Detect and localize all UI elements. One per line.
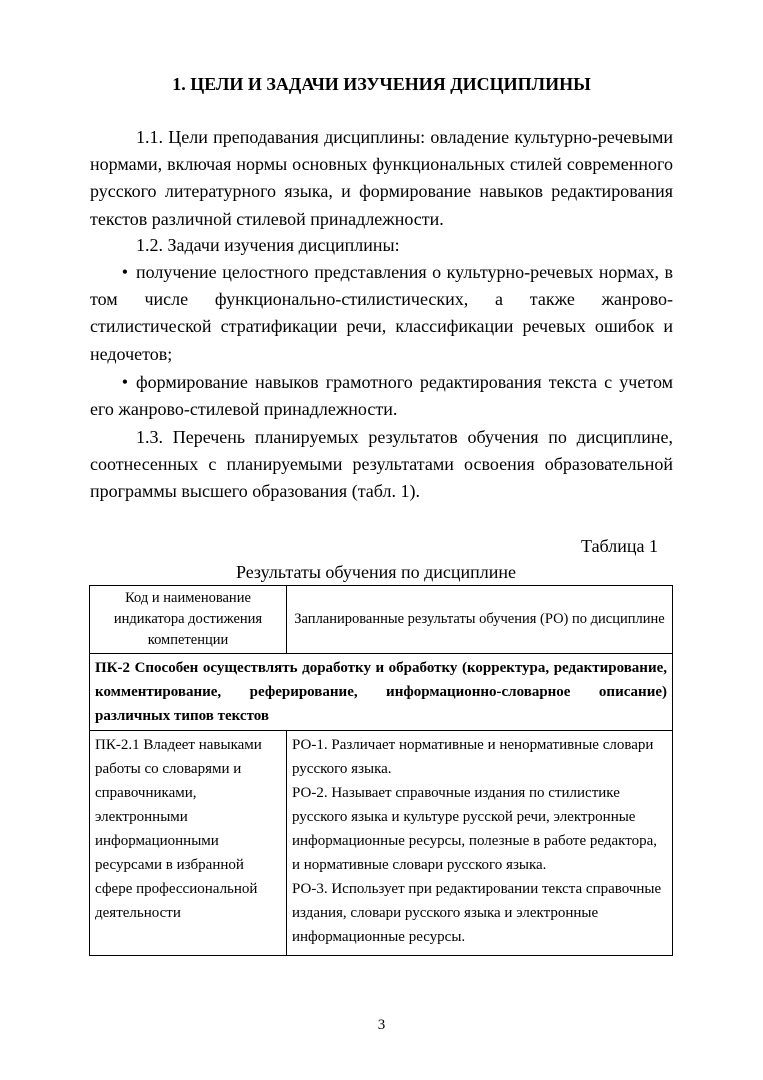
tasks-text: 1.2. Задачи изучения дисциплины:: [136, 235, 400, 255]
outcome-ro1: РО-1. Различает нормативные и ненормативные словари русского языка.: [292, 737, 654, 777]
table-header-row: [90, 586, 673, 654]
page-number: 3: [377, 1017, 386, 1033]
results-text: 1.3. Перечень планируемых результатов обучения по дисциплине, соотнесенных с планируемыми результатами освоения образовательной программы высшего образования (табл. 1).: [90, 427, 673, 502]
outcome-ro3: РО-3. Использует при редактировании текста справочные издания, словари русского языка и электронные информационные ресурсы.: [292, 881, 662, 945]
header-indicator: Код и наименование индикатора достижения компетенции: [90, 586, 287, 654]
bullet-item: [90, 369, 673, 423]
results-table: [89, 585, 673, 956]
outcomes-cell: [287, 731, 673, 956]
table-caption: Таблица 1: [581, 536, 658, 556]
header-outcomes: Запланированные результаты обучения (РО) по дисциплине: [287, 586, 673, 654]
bullet-text: формирование навыков грамотного редактирования текста с учетом его жанрово-стилевой принадлежности.: [90, 372, 673, 420]
competence-row: [90, 654, 673, 731]
bullet-item: [90, 259, 673, 368]
goals-text: 1.1. Цели преподавания дисциплины: овладение культурно-речевыми нормами, включая нормы основных функциональных стилей современного русского литературного языка, и формирование навыков редактирования текстов различной стилевой принадлежности.: [90, 127, 673, 229]
paragraph-results: [90, 424, 673, 506]
table-title: Результаты обучения по дисциплине: [235, 562, 517, 582]
bullet-glyph: •: [121, 372, 128, 392]
paragraph-tasks: [90, 232, 673, 259]
paragraph-goals: [90, 124, 673, 233]
competence-cell: ПК-2 Способен осуществлять доработку и обработку (корректура, редактирование, комментирование, реферирование, информационно-словарное описание) различных типов текстов: [90, 654, 673, 731]
bullet-glyph: •: [121, 262, 128, 282]
section-heading: 1. ЦЕЛИ И ЗАДАЧИ ИЗУЧЕНИЯ ДИСЦИПЛИНЫ: [172, 74, 591, 94]
table-row: [90, 731, 673, 956]
bullet-text: получение целостного представления о культурно-речевых нормах, в том числе функционально-стилистических, а также жанрово-стилистической стратификации речи, классификации речевых ошибок и недочетов;: [90, 262, 673, 364]
indicator-cell: ПК-2.1 Владеет навыками работы со словарями и справочниками, электронными информационными ресурсами в избранной сфере профессиональной деятельности: [90, 731, 287, 956]
outcome-ro2: РО-2. Называет справочные издания по стилистике русского языка и культуре русской речи, электронные информационные ресурсы, полезные в работе редактора, и нормативные словари русского языка.: [292, 785, 658, 873]
